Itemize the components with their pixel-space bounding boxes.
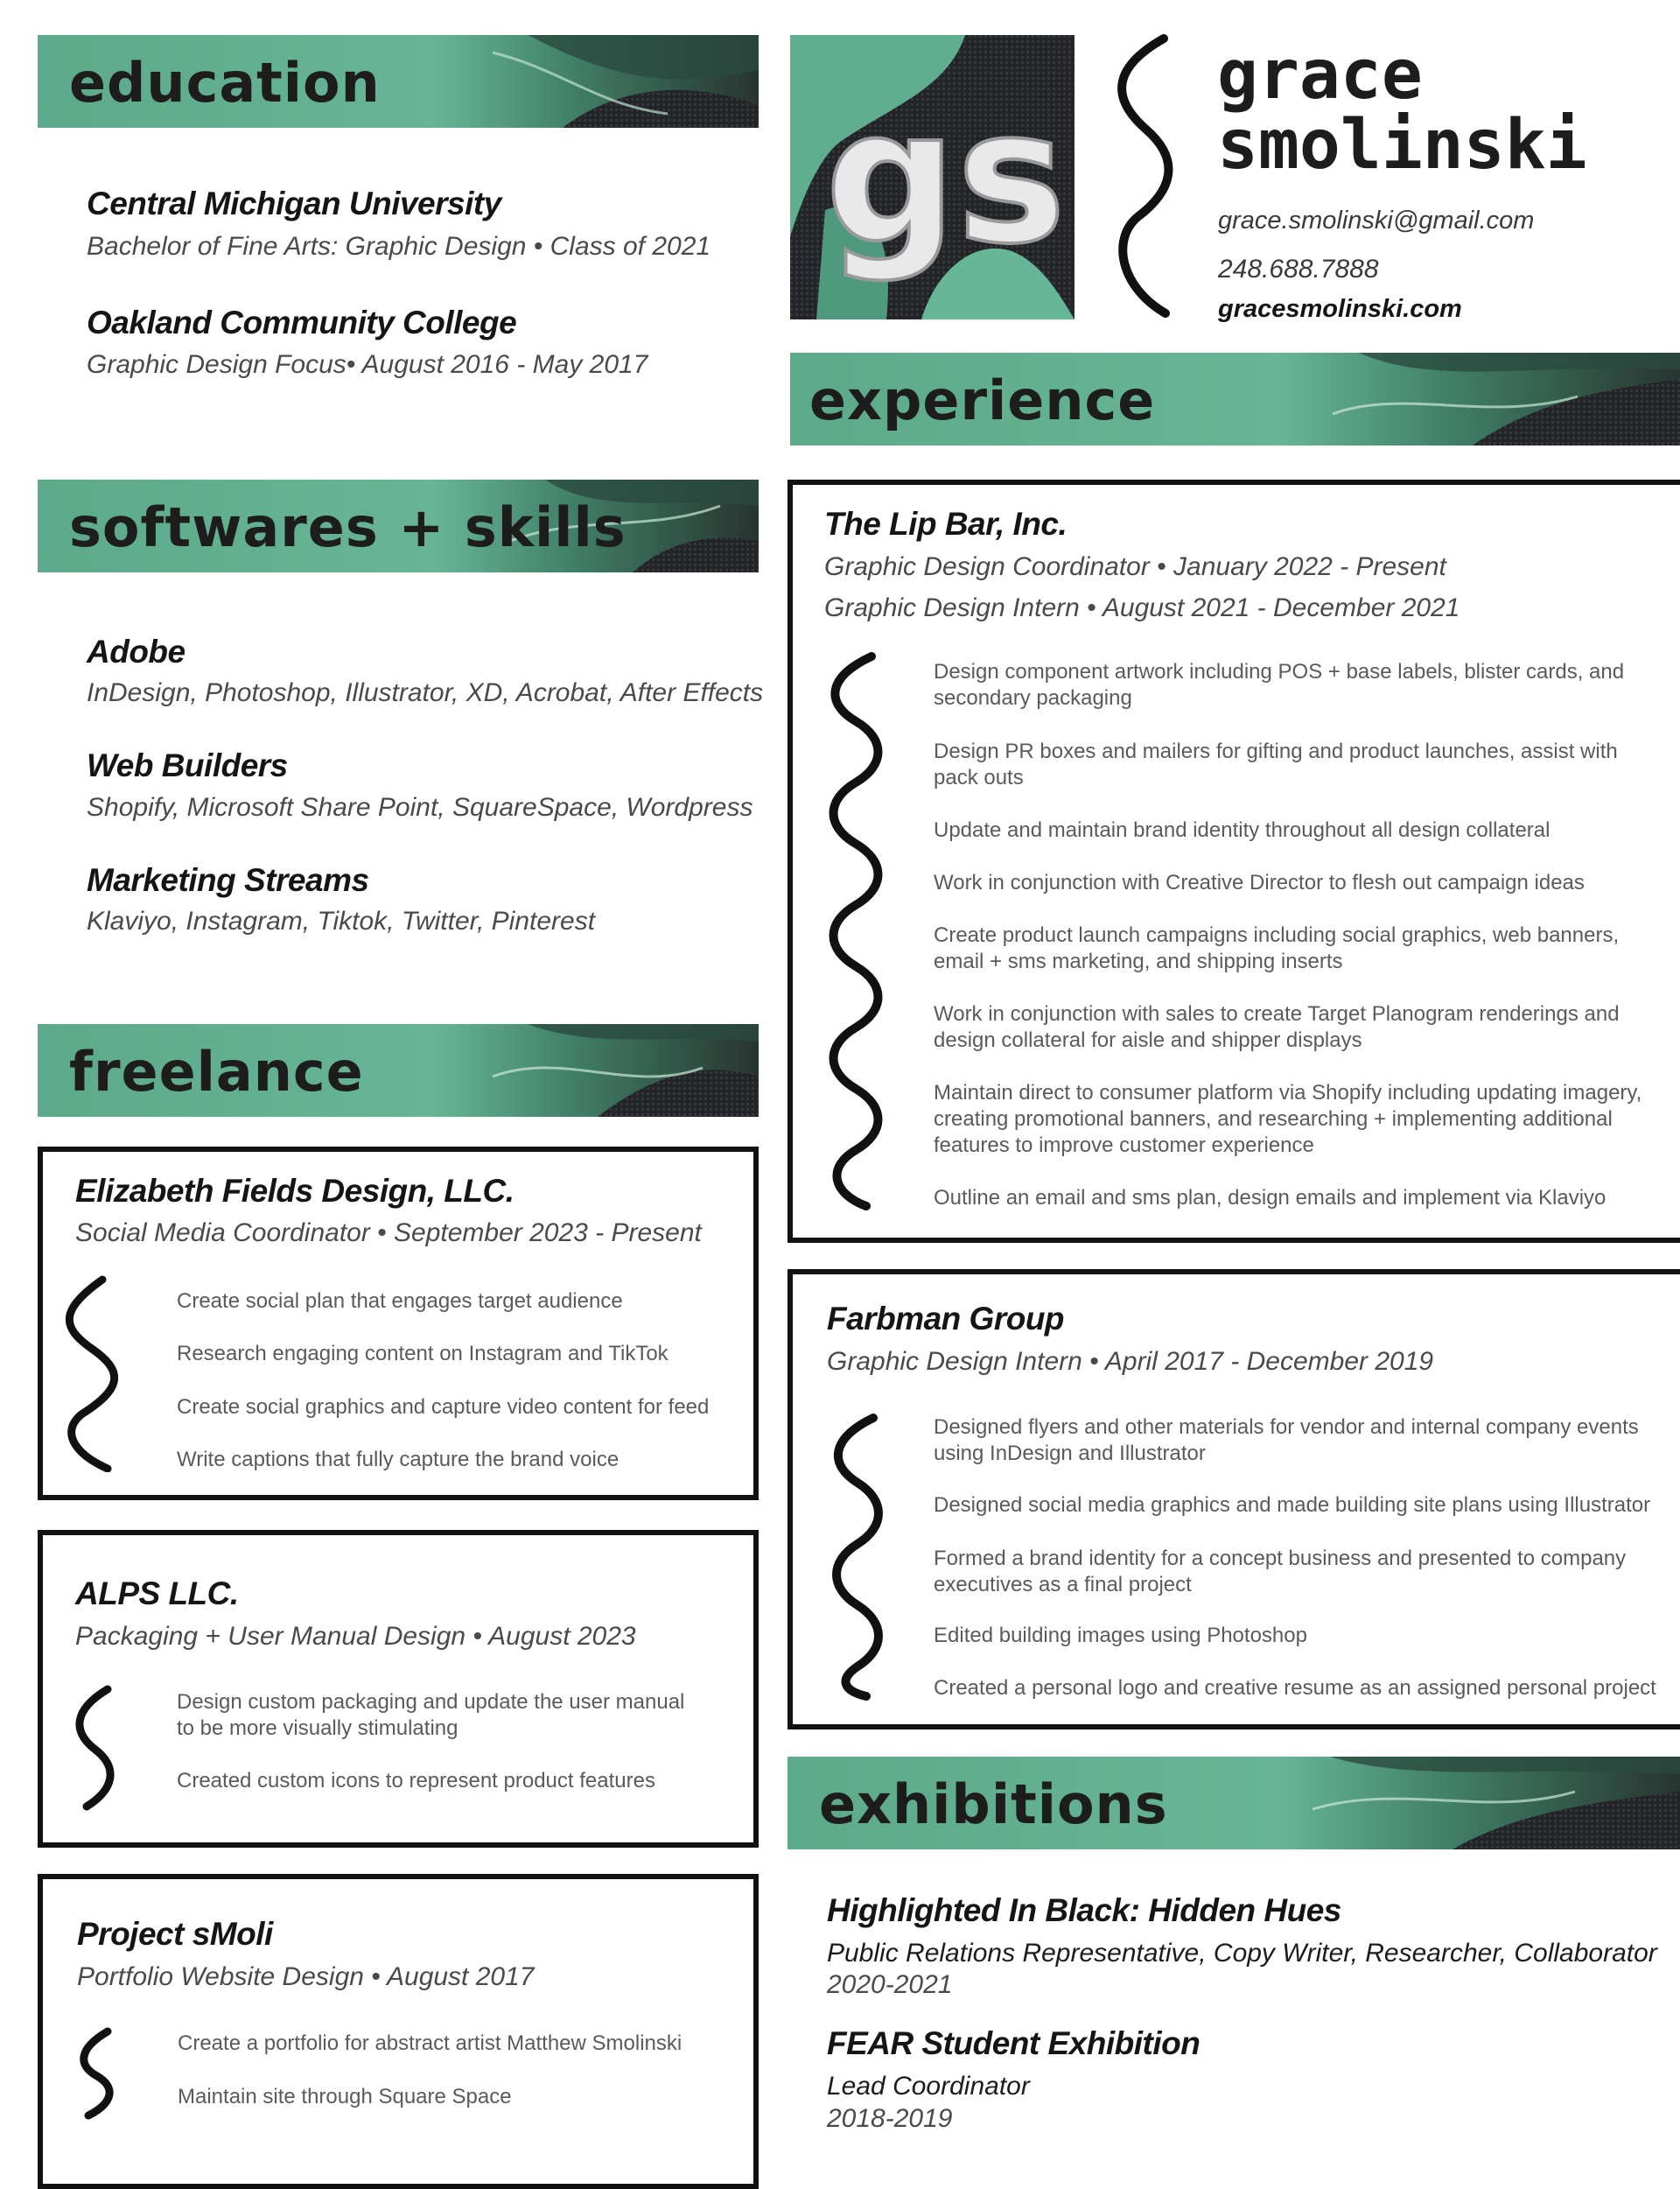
squiggle-icon xyxy=(821,651,891,1211)
squiggle-icon xyxy=(69,1684,122,1815)
experience-bullet: Formed a brand identity for a concept business and presented to company executives as a final project xyxy=(934,1547,1627,1596)
section-title-experience: experience xyxy=(809,368,1156,432)
monogram-logo xyxy=(790,35,1074,319)
freelance-role: Portfolio Website Design • August 2017 xyxy=(77,1962,535,1991)
section-title-exhibitions: exhibitions xyxy=(819,1772,1168,1836)
squiggle-icon xyxy=(1111,33,1181,320)
experience-bullet: Create product launch campaigns including social graphics, web banners, email + sms marketing, and shipping inserts xyxy=(934,923,1620,973)
freelance-org: Elizabeth Fields Design, LLC. xyxy=(75,1173,514,1209)
freelance-bullet: Created custom icons to represent product features xyxy=(177,1769,655,1793)
email-link[interactable]: grace.smolinski@gmail.com xyxy=(1218,207,1535,235)
website-link[interactable]: gracesmolinski.com xyxy=(1218,295,1462,323)
skill-title: Web Builders xyxy=(87,747,288,783)
squiggle-icon xyxy=(824,1413,894,1701)
experience-role: Graphic Design Intern • August 2021 - December 2021 xyxy=(824,593,1460,622)
experience-bullet: Design component artwork including POS + base labels, blister cards, and secondary packaging xyxy=(934,660,1625,710)
phone-number: 248.688.7888 xyxy=(1218,255,1379,284)
experience-org: Farbman Group xyxy=(827,1301,1065,1337)
experience-bullet: Work in conjunction with sales to create Target Planogram renderings and design collateral for aisle and shipper displays xyxy=(934,1002,1620,1052)
freelance-card xyxy=(38,1147,759,1500)
experience-bullet: Maintain direct to consumer platform via Shopify including updating imagery, creating promotional banners, and researching + implementing additional features to improve customer experience xyxy=(934,1081,1642,1157)
name-last: smolinski xyxy=(1217,106,1587,185)
freelance-bullet: Maintain site through Square Space xyxy=(178,2085,512,2108)
exhibition-role: Public Relations Representative, Copy Writer, Researcher, Collaborator xyxy=(827,1939,1657,1968)
experience-card xyxy=(788,480,1680,1243)
experience-banner xyxy=(790,353,1680,446)
education-detail: Bachelor of Fine Arts: Graphic Design • Class of 2021 xyxy=(87,232,711,261)
freelance-bullet: Create a portfolio for abstract artist Matthew Smolinski xyxy=(178,2031,682,2055)
experience-bullet: Created a personal logo and creative resume as an assigned personal project xyxy=(934,1676,1656,1700)
experience-bullet: Update and maintain brand identity throughout all design collateral xyxy=(934,818,1550,842)
freelance-bullet: Design custom packaging and update the user manual to be more visually stimulating xyxy=(177,1690,685,1740)
freelance-role: Packaging + User Manual Design • August 2023 xyxy=(75,1622,636,1651)
exhibition-years: 2020-2021 xyxy=(827,1970,953,1999)
exhibition-years: 2018-2019 xyxy=(827,2104,953,2133)
experience-bullet: Work in conjunction with Creative Director to flesh out campaign ideas xyxy=(934,871,1585,895)
experience-bullet: Design PR boxes and mailers for gifting and product launches, assist with pack outs xyxy=(934,740,1618,789)
freelance-card xyxy=(38,1874,759,2189)
monogram-texture xyxy=(790,35,1074,319)
education-banner xyxy=(38,35,759,128)
section-title-education: education xyxy=(69,51,381,115)
experience-bullet: Designed social media graphics and made building site plans using Illustrator xyxy=(934,1493,1651,1517)
exhibition-title: Highlighted In Black: Hidden Hues xyxy=(827,1892,1341,1928)
freelance-bullet: Write captions that fully capture the brand voice xyxy=(177,1448,620,1471)
freelance-card xyxy=(38,1530,759,1848)
experience-role: Graphic Design Intern • April 2017 - December 2019 xyxy=(827,1347,1434,1376)
experience-role: Graphic Design Coordinator • January 2022 - Present xyxy=(824,552,1446,581)
squiggle-icon xyxy=(66,1274,118,1472)
skill-detail: Shopify, Microsoft Share Point, SquareSpace, Wordpress xyxy=(87,793,753,822)
section-title-freelance: freelance xyxy=(69,1040,364,1104)
exhibition-role: Lead Coordinator xyxy=(827,2072,1030,2101)
squiggle-icon xyxy=(73,2026,125,2122)
skill-detail: Klaviyo, Instagram, Tiktok, Twitter, Pinterest xyxy=(87,907,596,936)
skill-detail: InDesign, Photoshop, Illustrator, XD, Acrobat, After Effects xyxy=(87,678,764,707)
freelance-bullet: Create social plan that engages target audience xyxy=(177,1289,623,1313)
freelance-bullet: Research engaging content on Instagram and TikTok xyxy=(177,1342,668,1365)
exhibition-title: FEAR Student Exhibition xyxy=(827,2025,1200,2061)
skills-banner xyxy=(38,480,759,572)
freelance-role: Social Media Coordinator • September 2023 - Present xyxy=(75,1218,702,1247)
monogram-letters: gs xyxy=(825,70,1067,284)
experience-card xyxy=(788,1269,1680,1729)
skill-title: Marketing Streams xyxy=(87,862,369,898)
freelance-org: Project sMoli xyxy=(77,1916,273,1952)
exhibitions-banner xyxy=(788,1757,1680,1849)
name-first: grace xyxy=(1217,36,1423,115)
experience-bullet: Outline an email and sms plan, design emails and implement via Klaviyo xyxy=(934,1186,1606,1210)
section-title-skills: softwares + skills xyxy=(69,495,626,559)
education-school: Oakland Community College xyxy=(87,305,517,340)
experience-bullet: Designed flyers and other materials for vendor and internal company events using InDesign and Illustrator xyxy=(934,1415,1639,1465)
freelance-org: ALPS LLC. xyxy=(75,1575,239,1611)
experience-org: The Lip Bar, Inc. xyxy=(824,506,1068,542)
experience-bullet: Edited building images using Photoshop xyxy=(934,1624,1307,1647)
education-school: Central Michigan University xyxy=(87,186,501,221)
skill-title: Adobe xyxy=(87,634,186,670)
freelance-banner xyxy=(38,1024,759,1117)
freelance-bullet: Create social graphics and capture video content for feed xyxy=(177,1395,710,1419)
education-detail: Graphic Design Focus• August 2016 - May 2017 xyxy=(87,350,648,379)
